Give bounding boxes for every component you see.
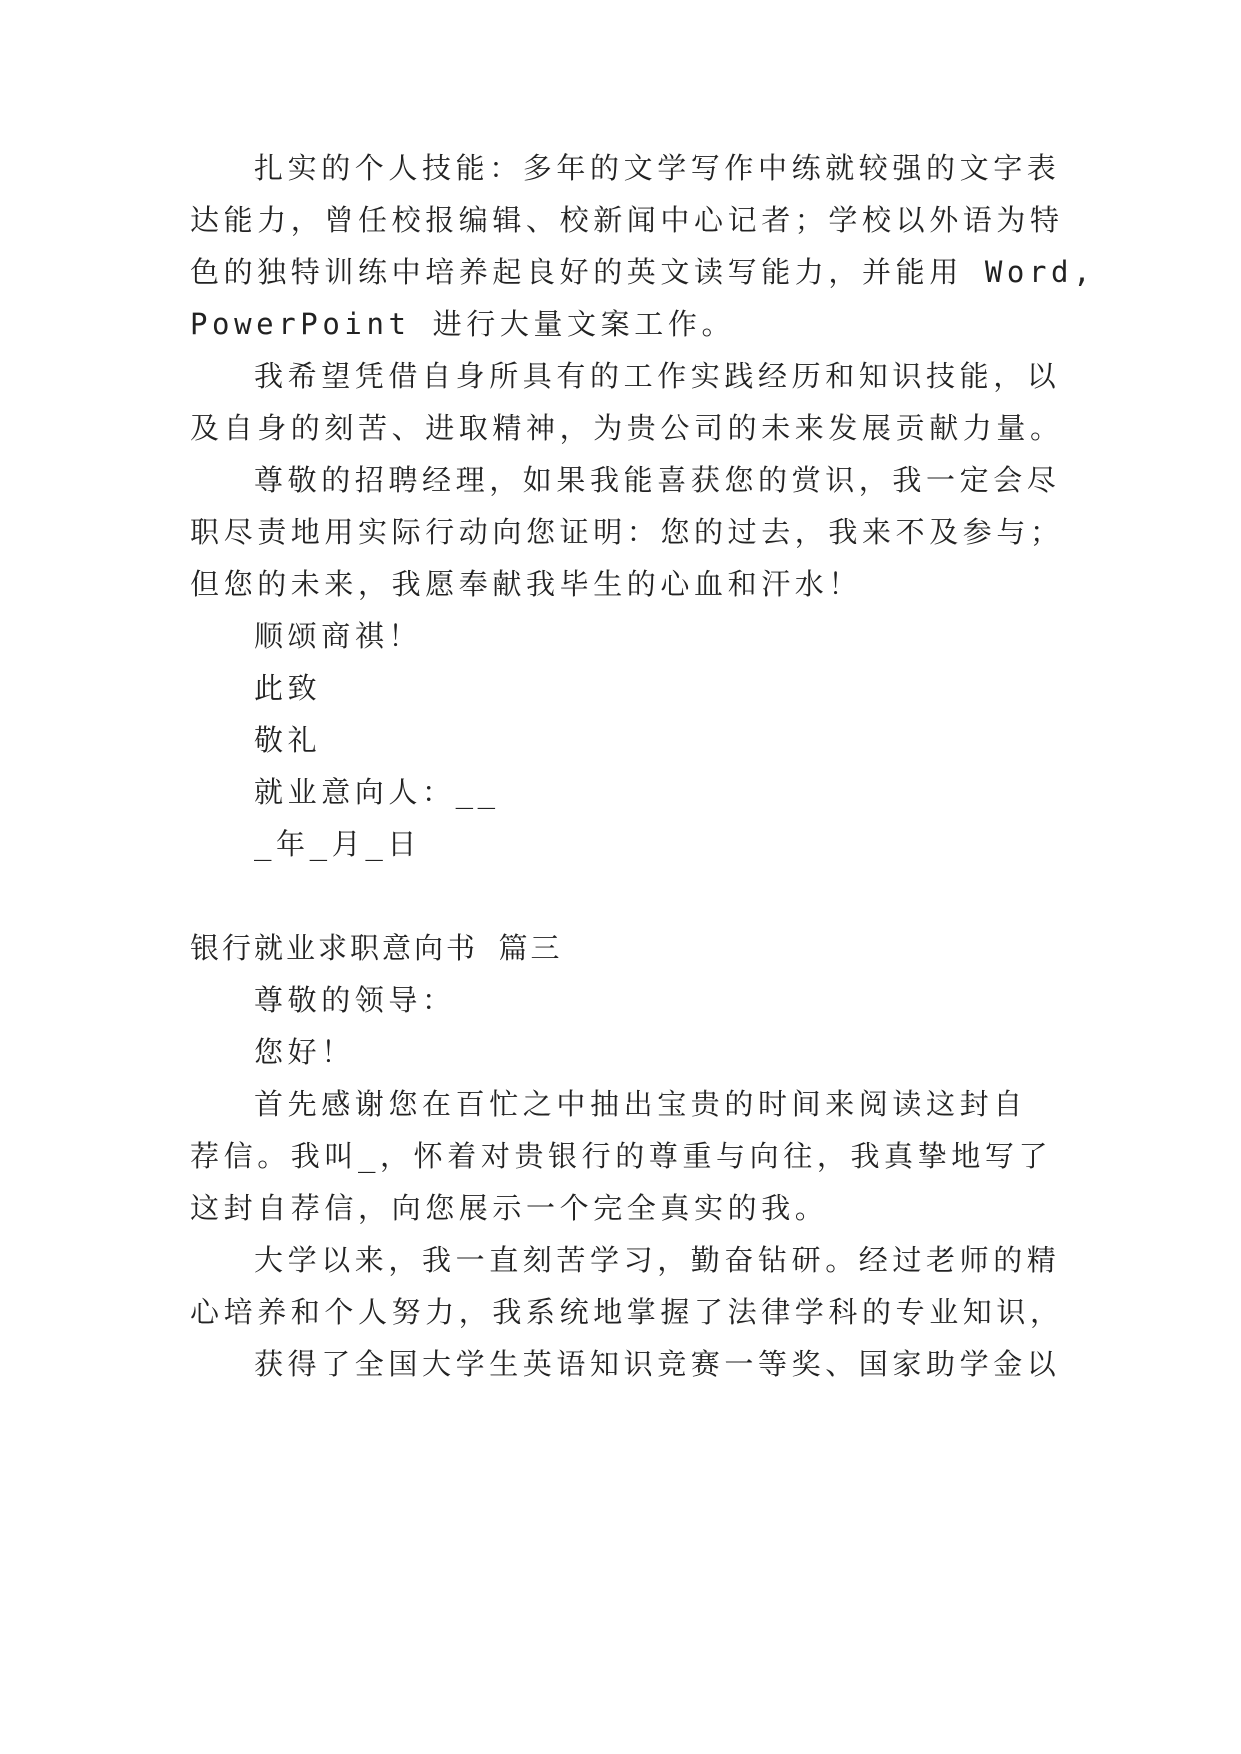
paragraph-line: 心培养和个人努力，我系统地掌握了法律学科的专业知识， <box>190 1295 1064 1329</box>
paragraph-line: 但您的未来，我愿奉献我毕生的心血和汗水！ <box>190 567 863 601</box>
paragraph-line: 及自身的刻苦、进取精神，为贵公司的未来发展贡献力量。 <box>190 411 1064 445</box>
paragraph-line: 尊敬的招聘经理，如果我能喜获您的赏识，我一定会尽 <box>254 463 1061 497</box>
paragraph-line: PowerPoint 进行大量文案工作。 <box>190 307 736 341</box>
closing-salute: 敬礼 <box>254 723 322 757</box>
date-line: _年_月_日 <box>254 827 421 861</box>
closing-to: 此致 <box>254 671 322 705</box>
closing-regards: 顺颂商祺！ <box>254 619 423 653</box>
salutation: 尊敬的领导： <box>254 983 456 1017</box>
paragraph-line: 达能力，曾任校报编辑、校新闻中心记者；学校以外语为特 <box>190 203 1064 237</box>
paragraph-line: 首先感谢您在百忙之中抽出宝贵的时间来阅读这封自 <box>254 1087 1027 1121</box>
paragraph-line: 这封自荐信，向您展示一个完全真实的我。 <box>190 1191 829 1225</box>
paragraph-line: 大学以来，我一直刻苦学习，勤奋钻研。经过老师的精 <box>254 1243 1061 1277</box>
paragraph-line: 获得了全国大学生英语知识竞赛一等奖、国家助学金以 <box>254 1347 1061 1381</box>
paragraph-line: 我希望凭借自身所具有的工作实践经历和知识技能，以 <box>254 359 1061 393</box>
section-title: 银行就业求职意向书 篇三 <box>190 931 563 965</box>
greeting: 您好！ <box>254 1035 355 1069</box>
paragraph-line: 色的独特训练中培养起良好的英文读写能力，并能用 Word, <box>190 255 1096 289</box>
signer-line: 就业意向人：__ <box>254 775 500 809</box>
paragraph-line: 扎实的个人技能：多年的文学写作中练就较强的文字表 <box>254 151 1061 185</box>
paragraph-line: 荐信。我叫_，怀着对贵银行的尊重与向往，我真挚地写了 <box>190 1139 1053 1173</box>
paragraph-line: 职尽责地用实际行动向您证明：您的过去，我来不及参与； <box>190 515 1064 549</box>
